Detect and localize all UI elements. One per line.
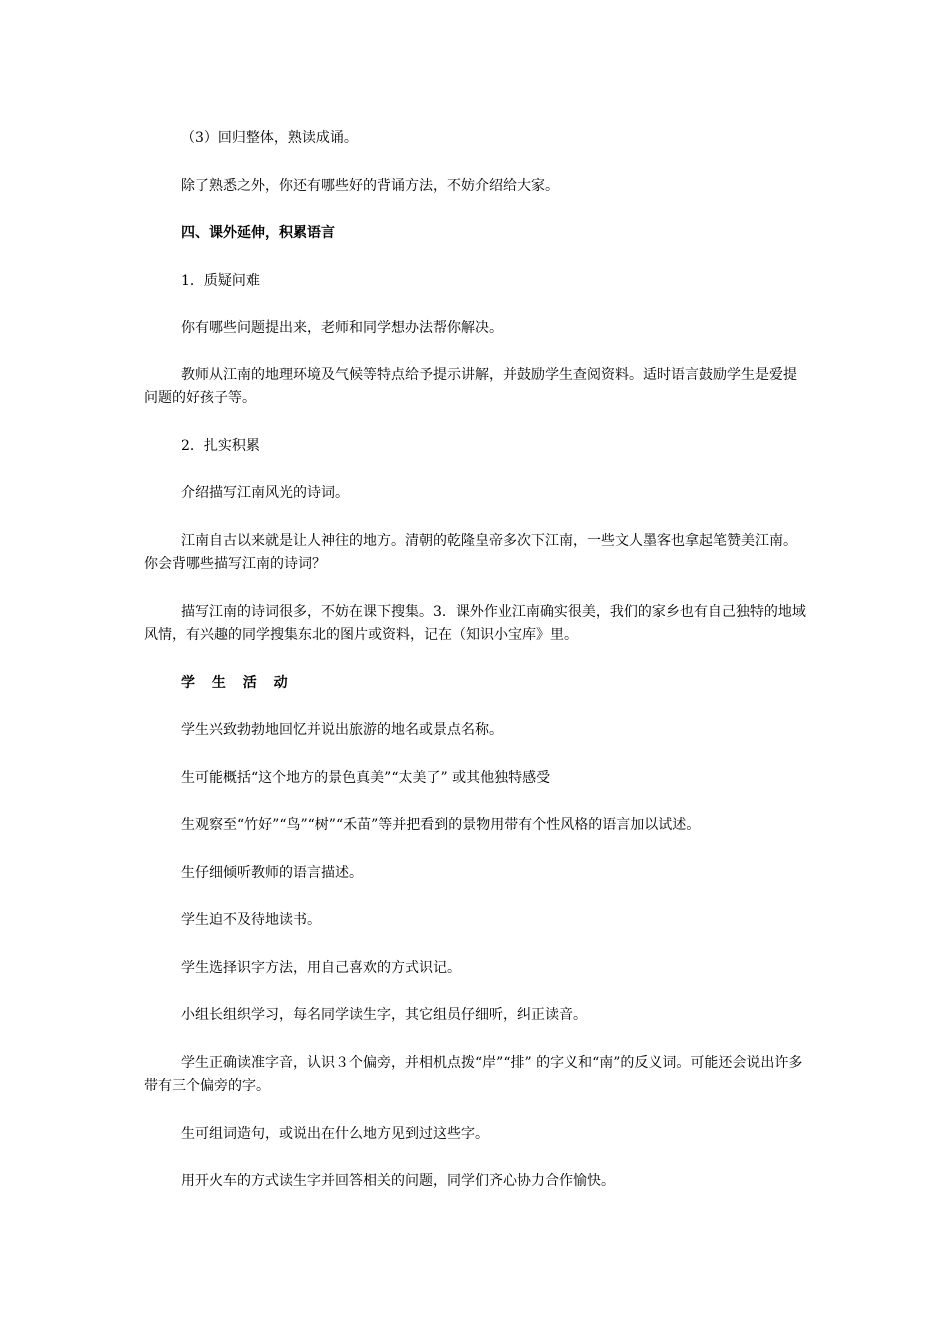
paragraph-group-study: 小组长组织学习，每名同学读生字，其它组员仔细听，纠正读音。: [181, 1007, 587, 1023]
paragraph-teacher-explains: 教师从江南的地理环境及气候等特点给予提示讲解，并鼓励学生查阅资料。适时语言鼓励学生是爱提问题的好孩子等。: [144, 367, 797, 406]
paragraph-make-sentences: 生可组词造句，或说出在什么地方见到过这些字。: [181, 1126, 489, 1142]
section-heading-extension: 四、课外延伸，积累语言: [181, 225, 335, 241]
paragraph-student-listen: 生仔细倾听教师的语言描述。: [181, 865, 363, 881]
paragraph-student-literacy: 学生选择识字方法，用自己喜欢的方式识记。: [181, 960, 461, 976]
paragraph-student-read: 学生迫不及待地读书。: [181, 912, 321, 928]
paragraph-student-observe: 生观察至“竹好”“鸟”“树”“禾苗”等并把看到的景物用带有个性风格的语言加以试述。: [181, 817, 701, 833]
subheading-accumulate: 2．扎实积累: [181, 438, 260, 454]
subheading-questions: 1．质疑问难: [181, 273, 260, 289]
paragraph-student-summary: 生可能概括“这个地方的景色真美”“太美了” 或其他独特感受: [181, 770, 551, 786]
paragraph-recite-methods: 除了熟悉之外，你还有哪些好的背诵方法，不妨介绍给大家。: [181, 178, 559, 194]
paragraph-pronunciation: 学生正确读准字音，认识３个偏旁，并相机点拨“岸”“排” 的字义和“南”的反义词。可能还会说出许多带有三个偏旁的字。: [144, 1055, 803, 1094]
paragraph-recite-whole: （3）回归整体，熟读成诵。: [181, 130, 358, 146]
paragraph-student-recall: 学生兴致勃勃地回忆并说出旅游的地名或景点名称。: [181, 722, 503, 738]
paragraph-homework: 描写江南的诗词很多，不妨在课下搜集。3．课外作业江南确实很美，我们的家乡也有自己独特的地域风情，有兴趣的同学搜集东北的图片或资料，记在（知识小宝库》里。: [144, 604, 806, 643]
section-heading-student-activity: 学 生 活 动: [181, 675, 294, 691]
paragraph-jiangnan-history: 江南自古以来就是让人神往的地方。清朝的乾隆皇帝多次下江南，一些文人墨客也拿起笔赞美江南。你会背哪些描写江南的诗词？: [144, 533, 797, 572]
paragraph-ask-questions: 你有哪些问题提出来，老师和同学想办法帮你解决。: [181, 320, 503, 336]
paragraph-introduce-poems: 介绍描写江南风光的诗词。: [181, 485, 349, 501]
paragraph-train-game: 用开火车的方式读生字并回答相关的问题，同学们齐心协力合作愉快。: [181, 1173, 615, 1189]
